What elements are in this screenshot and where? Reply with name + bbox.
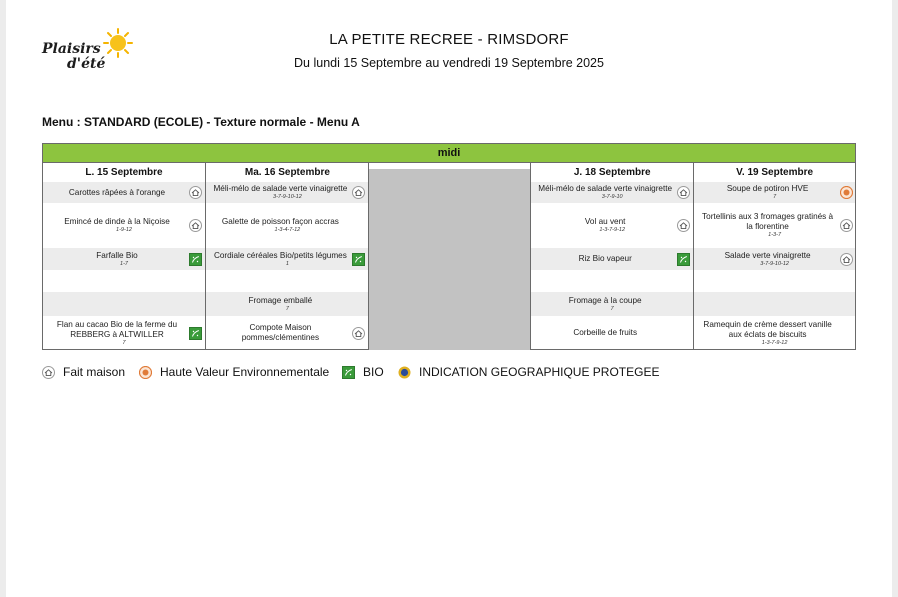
menu-grid: [42, 143, 856, 350]
allergen-codes: 7: [285, 305, 289, 312]
logo-line-1: Plaisirs: [42, 41, 101, 57]
menu-cell: [694, 248, 856, 270]
legend-label: Haute Valeur Environnementale: [160, 365, 330, 379]
page-title: LA PETITE RECREE - RIMSDORF: [329, 31, 569, 48]
day-column-closed: [368, 163, 531, 350]
allergen-codes: 7: [610, 305, 614, 312]
fait-maison-icon: [840, 219, 853, 232]
allergen-codes: 7: [122, 339, 126, 346]
hve-icon: [139, 366, 152, 379]
allergen-codes: 1-3-7: [768, 232, 782, 238]
menu-cell: [694, 270, 856, 292]
meal-header: midi: [43, 144, 855, 163]
legend-item-bio: [342, 365, 384, 379]
dish-name: Méli-mélo de salade verte vinaigrette: [538, 184, 673, 193]
bio-icon: [342, 366, 355, 379]
dish-name: Cordiale céréales Bio/petits légumes: [213, 250, 347, 260]
allergen-codes: 1-3-7-9-12: [761, 339, 788, 346]
fait-maison-icon: [352, 186, 365, 199]
date-range: Du lundi 15 Septembre au vendredi 19 Septembre 2025: [294, 56, 604, 70]
menu-cell: [43, 248, 205, 270]
dish-name: Riz Bio vapeur: [578, 254, 632, 263]
day-header: V. 19 Septembre: [736, 167, 814, 178]
menu-cell: [43, 203, 205, 248]
dish-name: Salade verte vinaigrette: [724, 250, 811, 260]
menu-cell: [43, 270, 205, 292]
day-header: J. 18 Septembre: [573, 167, 651, 178]
menu-cell: [531, 203, 693, 248]
menu-cell: [531, 248, 693, 270]
menu-cell: [206, 182, 368, 203]
legend-label: INDICATION GEOGRAPHIQUE PROTEGEE: [419, 365, 660, 379]
legend-item-fait-maison: [42, 365, 125, 379]
fait-maison-icon: [189, 219, 202, 232]
dish-name: Méli-mélo de salade verte vinaigrette: [213, 184, 348, 193]
legend-label: Fait maison: [63, 365, 126, 379]
allergen-codes: 1-3-4-7-12: [274, 227, 301, 233]
dish-name: Emincé de dinde à la Niçoise: [64, 217, 170, 226]
day-column: [205, 163, 368, 350]
allergen-codes: 1: [285, 260, 289, 267]
fait-maison-icon: [189, 186, 202, 199]
fait-maison-icon: [42, 366, 55, 379]
fait-maison-icon: [677, 186, 690, 199]
dish-name: Fromage emballé: [248, 295, 313, 305]
menu-cell: [531, 292, 693, 316]
dish-name: Corbeille de fruits: [573, 328, 638, 337]
menu-cell: [43, 316, 205, 350]
dish-name: Fromage à la coupe: [568, 295, 642, 305]
fait-maison-icon: [677, 219, 690, 232]
menu-cell: [206, 270, 368, 292]
bio-icon: [189, 327, 202, 340]
menu-cell: [206, 203, 368, 248]
allergen-codes: 1-9-12: [116, 227, 132, 233]
day-header: L. 15 Septembre: [85, 167, 163, 178]
menu-cell: [206, 248, 368, 270]
allergen-codes: 3-7-9-10-12: [273, 194, 302, 200]
dish-name: Carottes râpées à l'orange: [68, 187, 166, 197]
dish-name: Soupe de potiron HVE: [726, 184, 809, 193]
dish-name: Farfalle Bio: [96, 250, 138, 260]
legend-item-hve: [139, 365, 329, 379]
allergen-codes: 3-7-9-10-12: [760, 260, 789, 267]
day-column: [43, 163, 205, 350]
allergen-codes: 1-3-7-9-12: [599, 227, 626, 233]
dish-name: Vol au vent: [584, 217, 626, 226]
plaisirs-ete-logo: [40, 28, 140, 76]
dish-name: Compote Maison pommes/clémentines: [241, 323, 320, 342]
menu-cell: [694, 316, 856, 350]
legend-item-igp: [398, 365, 659, 379]
menu-type-label: Menu : STANDARD (ECOLE) - Texture normale - Menu A: [42, 115, 360, 129]
hve-icon: [840, 186, 853, 199]
dish-name: Galette de poisson façon accras: [221, 217, 339, 226]
dish-name: Tortellinis aux 3 fromages gratinés à la florentine: [702, 212, 834, 231]
menu-cell: [694, 203, 856, 248]
menu-cell: [694, 182, 856, 203]
day-column: [530, 163, 693, 350]
fait-maison-icon: [352, 327, 365, 340]
allergen-codes: 7: [773, 194, 777, 200]
menu-cell: [43, 292, 205, 316]
menu-cell: [694, 292, 856, 316]
allergen-codes: 1-7: [120, 260, 128, 267]
bio-icon: [189, 253, 202, 266]
day-column: [693, 163, 856, 350]
day-header: Ma. 16 Septembre: [244, 167, 330, 178]
menu-cell: [531, 316, 693, 350]
dish-name: Flan au cacao Bio de la ferme du REBBERG à ALTWILLER: [56, 319, 178, 339]
viewer-margin-right: [892, 0, 898, 597]
menu-cell: [43, 182, 205, 203]
legend-label: BIO: [363, 365, 384, 379]
menu-cell: [206, 316, 368, 350]
fait-maison-icon: [840, 253, 853, 266]
menu-cell: [531, 182, 693, 203]
bio-icon: [352, 253, 365, 266]
allergen-codes: 3-7-9-10: [601, 194, 623, 200]
menu-cell: [531, 270, 693, 292]
dish-name: Ramequin de crème dessert vanille aux éclats de biscuits: [703, 319, 832, 339]
menu-cell: [206, 292, 368, 316]
logo-line-2: d'été: [67, 56, 106, 72]
igp-icon: [398, 366, 411, 379]
sun-icon: [103, 28, 133, 58]
bio-icon: [677, 253, 690, 266]
closed-day-block: [369, 169, 531, 350]
